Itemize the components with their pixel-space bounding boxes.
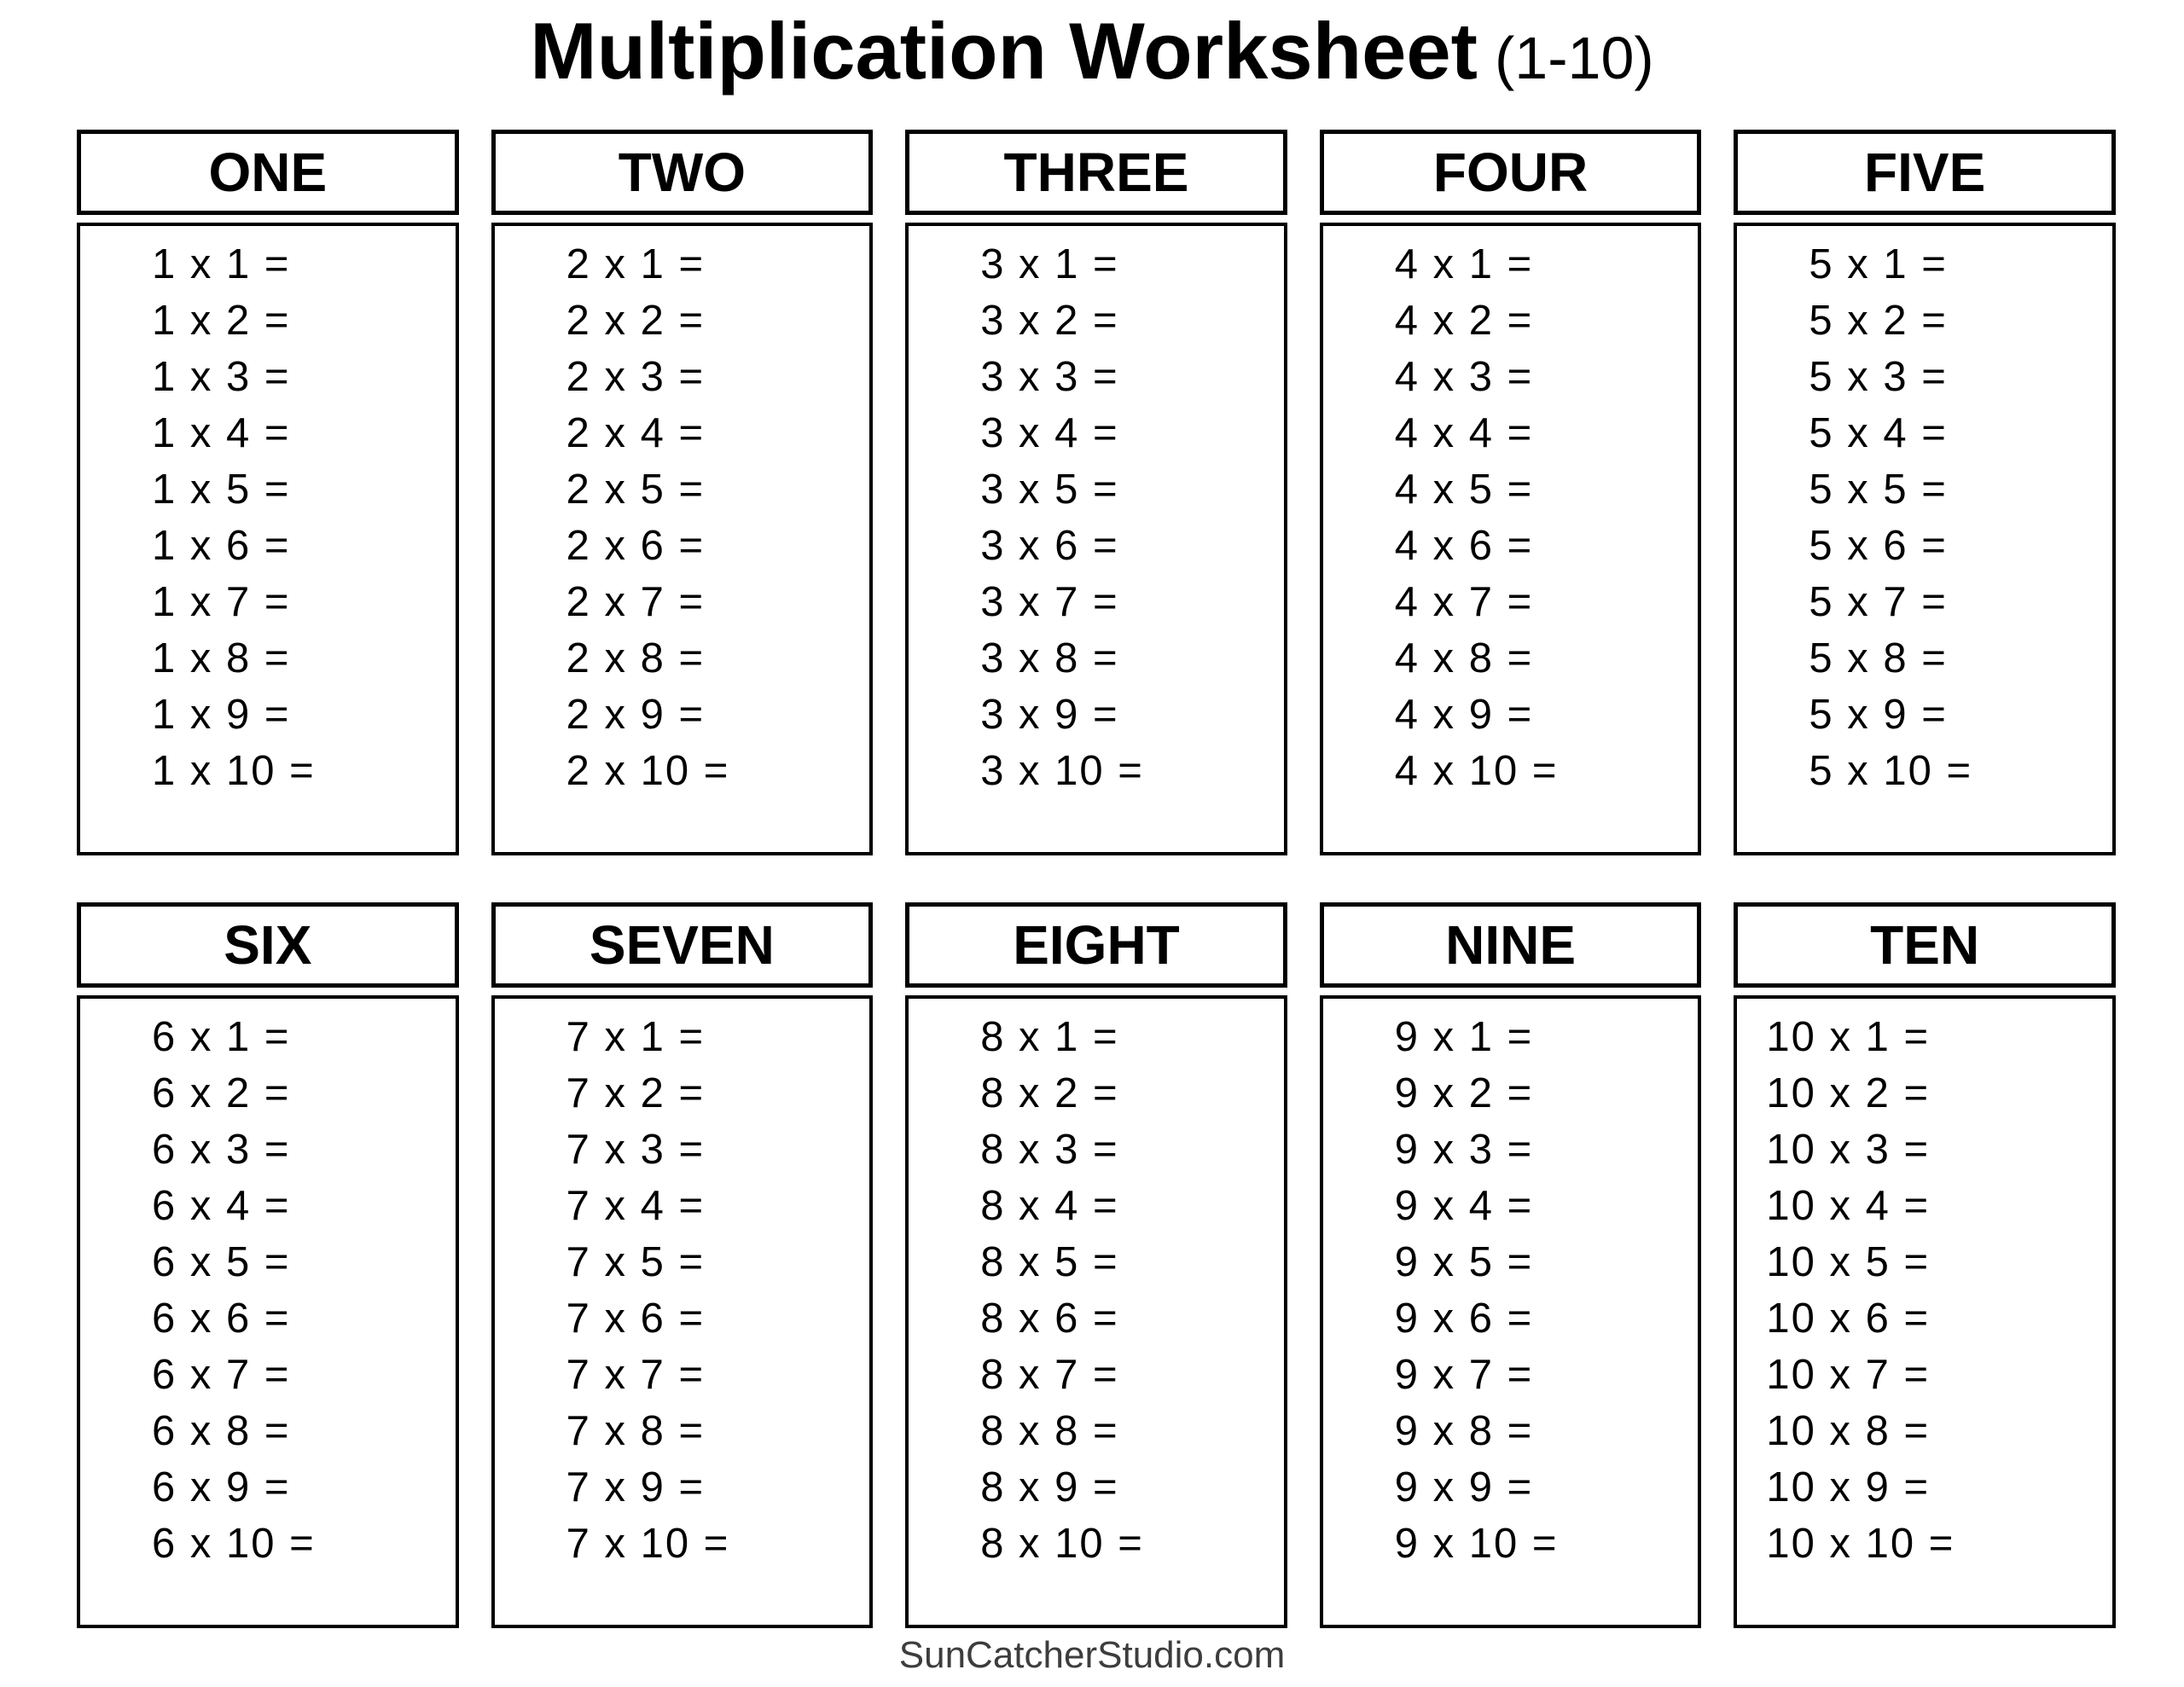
column-header-three: THREE — [905, 130, 1287, 215]
problem-text: 5 x 2 = — [1809, 298, 1948, 344]
problem-text: 2 x 9 = — [566, 692, 706, 738]
problem-text: 2 x 8 = — [566, 635, 706, 681]
problem-text: 5 x 1 = — [1809, 241, 1948, 287]
problem-text: 6 x 10 = — [152, 1521, 316, 1567]
problem-text: 6 x 2 = — [152, 1070, 291, 1116]
problem-text: 7 x 7 = — [566, 1352, 706, 1398]
problem-text: 5 x 7 = — [1809, 579, 1948, 625]
problem-text: 1 x 8 = — [152, 635, 291, 681]
problem-text: 1 x 10 = — [152, 748, 316, 794]
problem-text: 4 x 6 = — [1394, 523, 1534, 569]
problem-text: 4 x 9 = — [1394, 692, 1534, 738]
table-column-nine — [1320, 902, 1702, 1628]
table-column-three — [905, 130, 1287, 855]
table-column-one — [77, 130, 459, 855]
problem-text: 10 x 8 = — [1766, 1408, 1931, 1454]
problem-text: 2 x 4 = — [566, 410, 706, 456]
problem-text: 9 x 5 = — [1394, 1239, 1534, 1285]
problem-text: 6 x 9 = — [152, 1464, 291, 1510]
problem-text: 5 x 8 = — [1809, 635, 1948, 681]
problem-text: 2 x 1 = — [566, 241, 706, 287]
table-column-two — [491, 130, 874, 855]
problem-text: 2 x 6 = — [566, 523, 706, 569]
problem-text: 3 x 6 = — [980, 523, 1119, 569]
problem-text: 8 x 1 = — [980, 1014, 1119, 1060]
table-column-four — [1320, 130, 1702, 855]
table-column-eight — [905, 902, 1287, 1628]
problems-list-eight — [905, 995, 1287, 1628]
problem-text: 9 x 1 = — [1394, 1014, 1534, 1060]
column-header-two: TWO — [491, 130, 874, 215]
problem-text: 5 x 9 = — [1809, 692, 1948, 738]
problem-text: 10 x 1 = — [1766, 1014, 1931, 1060]
problem-text: 5 x 5 = — [1809, 467, 1948, 513]
column-header-four: FOUR — [1320, 130, 1702, 215]
problems-list-one — [77, 223, 459, 855]
problems-list-four — [1320, 223, 1702, 855]
tables-row-2 — [77, 902, 2116, 1628]
problem-text: 2 x 10 = — [566, 748, 730, 794]
problem-text: 5 x 3 = — [1809, 354, 1948, 400]
problem-text: 8 x 9 = — [980, 1464, 1119, 1510]
problem-text: 2 x 7 = — [566, 579, 706, 625]
problem-text: 4 x 5 = — [1394, 467, 1534, 513]
problems-list-five — [1734, 223, 2116, 855]
problem-text: 8 x 6 = — [980, 1296, 1119, 1342]
column-header-eight: EIGHT — [905, 902, 1287, 988]
problem-text: 7 x 2 = — [566, 1070, 706, 1116]
problem-text: 3 x 3 = — [980, 354, 1119, 400]
problem-text: 1 x 1 = — [152, 241, 291, 287]
problems-list-three — [905, 223, 1287, 855]
problem-text: 4 x 7 = — [1394, 579, 1534, 625]
problem-text: 6 x 6 = — [152, 1296, 291, 1342]
problem-text: 6 x 4 = — [152, 1183, 291, 1229]
problem-text: 4 x 10 = — [1394, 748, 1559, 794]
page-title-main: Multiplication Worksheet — [530, 6, 1478, 96]
problem-text: 9 x 6 = — [1394, 1296, 1534, 1342]
problem-text: 1 x 6 = — [152, 523, 291, 569]
table-column-six — [77, 902, 459, 1628]
problem-text: 1 x 3 = — [152, 354, 291, 400]
problem-text: 8 x 4 = — [980, 1183, 1119, 1229]
problem-text: 10 x 2 = — [1766, 1070, 1931, 1116]
problem-text: 1 x 7 = — [152, 579, 291, 625]
problem-text: 6 x 8 = — [152, 1408, 291, 1454]
problem-text: 2 x 5 = — [566, 467, 706, 513]
problem-text: 3 x 8 = — [980, 635, 1119, 681]
problem-text: 10 x 10 = — [1766, 1521, 1955, 1567]
problem-text: 8 x 3 = — [980, 1127, 1119, 1173]
problem-text: 4 x 1 = — [1394, 241, 1534, 287]
problem-text: 3 x 2 = — [980, 298, 1119, 344]
page-title-range: (1-10) — [1494, 25, 1654, 91]
problem-text: 7 x 1 = — [566, 1014, 706, 1060]
problem-text: 4 x 2 = — [1394, 298, 1534, 344]
problem-text: 5 x 4 = — [1809, 410, 1948, 456]
problem-text: 3 x 9 = — [980, 692, 1119, 738]
problem-text: 8 x 8 = — [980, 1408, 1119, 1454]
problem-text: 10 x 3 = — [1766, 1127, 1931, 1173]
problem-text: 10 x 9 = — [1766, 1464, 1931, 1510]
problem-text: 1 x 4 = — [152, 410, 291, 456]
problem-text: 3 x 10 = — [980, 748, 1144, 794]
tables-row-1 — [77, 130, 2116, 855]
problem-text: 8 x 7 = — [980, 1352, 1119, 1398]
problem-text: 7 x 6 = — [566, 1296, 706, 1342]
problem-text: 9 x 3 = — [1394, 1127, 1534, 1173]
page-title — [0, 5, 2184, 97]
problem-text: 8 x 2 = — [980, 1070, 1119, 1116]
problem-text: 1 x 5 = — [152, 467, 291, 513]
problem-text: 4 x 4 = — [1394, 410, 1534, 456]
table-column-ten — [1734, 902, 2116, 1628]
problem-text: 10 x 7 = — [1766, 1352, 1931, 1398]
problem-text: 6 x 3 = — [152, 1127, 291, 1173]
problems-list-six — [77, 995, 459, 1628]
problem-text: 8 x 10 = — [980, 1521, 1144, 1567]
problem-text: 6 x 7 = — [152, 1352, 291, 1398]
problem-text: 5 x 6 = — [1809, 523, 1948, 569]
footer-site-credit: SunCatcherStudio.com — [898, 1634, 1286, 1676]
problems-list-seven — [491, 995, 874, 1628]
table-column-five — [1734, 130, 2116, 855]
problem-text: 9 x 9 = — [1394, 1464, 1534, 1510]
problem-text: 7 x 4 = — [566, 1183, 706, 1229]
problem-text: 9 x 2 = — [1394, 1070, 1534, 1116]
column-header-nine: NINE — [1320, 902, 1702, 988]
problem-text: 10 x 5 = — [1766, 1239, 1931, 1285]
problem-text: 10 x 4 = — [1766, 1183, 1931, 1229]
column-header-seven: SEVEN — [491, 902, 874, 988]
problem-text: 1 x 2 = — [152, 298, 291, 344]
column-header-five: FIVE — [1734, 130, 2116, 215]
problem-text: 9 x 7 = — [1394, 1352, 1534, 1398]
problem-text: 1 x 9 = — [152, 692, 291, 738]
problem-text: 9 x 8 = — [1394, 1408, 1534, 1454]
problem-text: 3 x 5 = — [980, 467, 1119, 513]
problem-text: 7 x 8 = — [566, 1408, 706, 1454]
column-header-six: SIX — [77, 902, 459, 988]
problem-text: 3 x 7 = — [980, 579, 1119, 625]
problem-text: 7 x 10 = — [566, 1521, 730, 1567]
problem-text: 9 x 4 = — [1394, 1183, 1534, 1229]
problem-text: 7 x 3 = — [566, 1127, 706, 1173]
problem-text: 4 x 8 = — [1394, 635, 1534, 681]
problem-text: 4 x 3 = — [1394, 354, 1534, 400]
problem-text: 9 x 10 = — [1394, 1521, 1559, 1567]
column-header-ten: TEN — [1734, 902, 2116, 988]
problem-text: 2 x 3 = — [566, 354, 706, 400]
problem-text: 3 x 1 = — [980, 241, 1119, 287]
problem-text: 3 x 4 = — [980, 410, 1119, 456]
problem-text: 2 x 2 = — [566, 298, 706, 344]
problems-list-nine — [1320, 995, 1702, 1628]
problem-text: 10 x 6 = — [1766, 1296, 1931, 1342]
problem-text: 6 x 5 = — [152, 1239, 291, 1285]
table-column-seven — [491, 902, 874, 1628]
problem-text: 5 x 10 = — [1809, 748, 1973, 794]
problems-list-ten — [1734, 995, 2116, 1628]
problem-text: 7 x 9 = — [566, 1464, 706, 1510]
problem-text: 7 x 5 = — [566, 1239, 706, 1285]
problem-text: 6 x 1 = — [152, 1014, 291, 1060]
problem-text: 8 x 5 = — [980, 1239, 1119, 1285]
problems-list-two — [491, 223, 874, 855]
column-header-one: ONE — [77, 130, 459, 215]
